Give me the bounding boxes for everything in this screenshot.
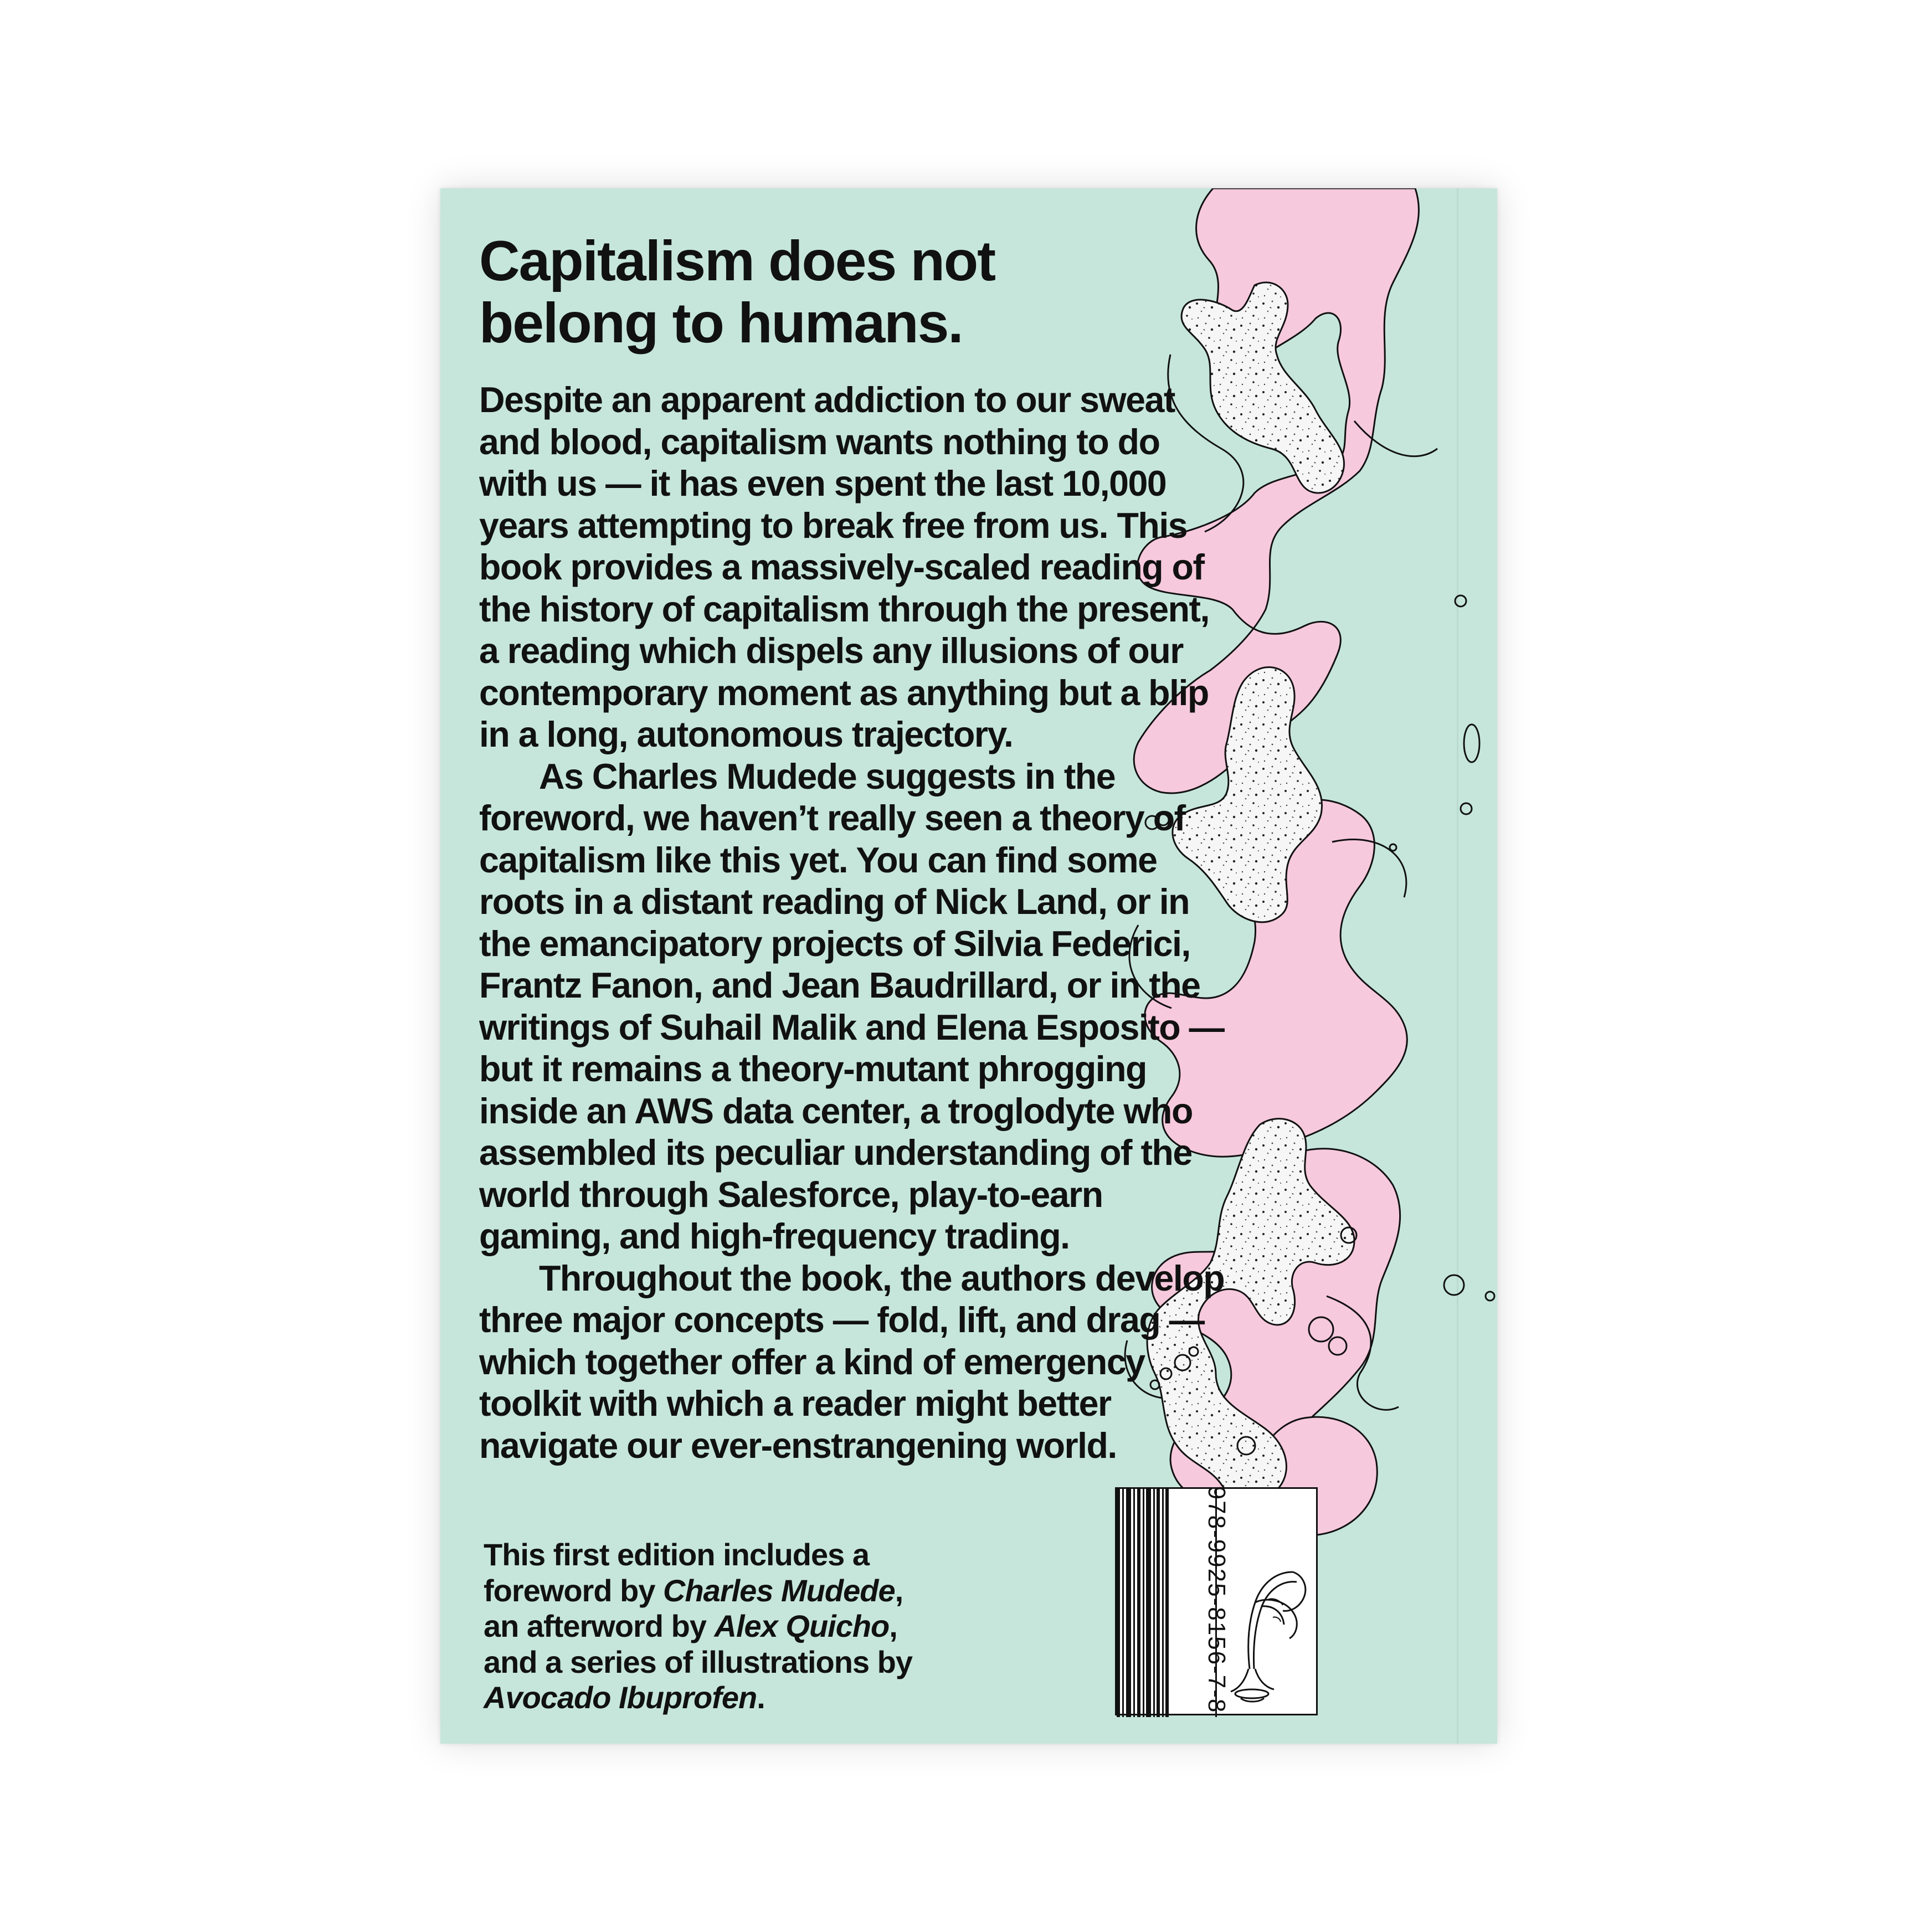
text-line: roots in a distant reading of Nick Land, or in xyxy=(479,882,1190,922)
text-line: years attempting to break free from us. This xyxy=(479,505,1188,546)
text-line: but it remains a theory-mutant phrogging xyxy=(479,1049,1147,1089)
text-line: inside an AWS data center, a troglodyte who xyxy=(479,1091,1193,1131)
fountain-splash-icon xyxy=(1231,1572,1306,1702)
text-line: the history of capitalism through the present, xyxy=(479,589,1209,629)
text-line: the emancipatory projects of Silvia Federici, xyxy=(479,923,1190,964)
edition-line-2 xyxy=(484,1573,1037,1609)
text-line: a reading which dispels any illusions of our xyxy=(479,631,1183,671)
headline-line-2: belong to humans. xyxy=(479,291,963,354)
foreword-author: Charles Mudede xyxy=(663,1573,895,1608)
text-line: with us — it has even spent the last 10,000 xyxy=(479,464,1167,503)
book-back-cover xyxy=(440,188,1497,1744)
text-line: As Charles Mudede suggests in the xyxy=(539,756,1116,797)
text-line: foreword, we haven’t really seen a theory of xyxy=(479,798,1185,838)
headline-line-1: Capitalism does not xyxy=(479,229,995,292)
illustrator: Avocado Ibuprofen xyxy=(484,1680,757,1715)
text-line: book provides a massively-scaled reading of xyxy=(479,547,1204,587)
text-line: gaming, and high-frequency trading. xyxy=(479,1216,1070,1256)
text-line: assembled its peculiar understanding of the xyxy=(479,1133,1192,1173)
edition-line-1: This first edition includes a xyxy=(484,1537,869,1572)
text-line: which together offer a kind of emergency xyxy=(479,1342,1145,1382)
text-line: Throughout the book, the authors develop xyxy=(539,1258,1225,1298)
text-line: Frantz Fanon, and Jean Baudrillard, or in the xyxy=(479,965,1200,1005)
text-line: in a long, autonomous trajectory. xyxy=(479,715,1013,754)
edition-text: , xyxy=(889,1609,897,1643)
edition-text: . xyxy=(757,1680,765,1715)
edition-text: an afterword by xyxy=(484,1609,715,1643)
edition-text: , xyxy=(895,1573,903,1608)
paragraph-2 xyxy=(479,756,1277,1258)
text-line: and blood, capitalism wants nothing to do xyxy=(479,422,1160,462)
blurb-text xyxy=(479,379,1277,1467)
spine-fold xyxy=(1457,188,1458,1744)
text-line: three major concepts — fold, lift, and drag — xyxy=(479,1300,1204,1340)
edition-line-4: and a series of illustrations by xyxy=(484,1644,913,1679)
text-line: Despite an apparent addiction to our sweat xyxy=(479,380,1175,420)
barcode-bars xyxy=(1117,1489,1169,1717)
isbn-number: 978-9925-8156-7-8 xyxy=(1203,1486,1230,1714)
edition-credits xyxy=(484,1537,1037,1716)
edition-text: foreword by xyxy=(484,1573,664,1608)
paragraph-3 xyxy=(479,1258,1277,1467)
text-line: writings of Suhail Malik and Elena Esposito — xyxy=(479,1007,1224,1047)
edition-line-3 xyxy=(484,1609,1037,1645)
edition-line-5 xyxy=(484,1680,1037,1716)
text-line: contemporary moment as anything but a blip xyxy=(479,672,1209,713)
headline xyxy=(479,230,1199,354)
text-line: capitalism like this yet. You can find some xyxy=(479,840,1157,880)
text-line: navigate our ever-enstrangening world. xyxy=(479,1425,1117,1466)
paragraph-1 xyxy=(479,379,1277,756)
text-line: toolkit with which a reader might better xyxy=(479,1384,1111,1424)
afterword-author: Alex Quicho xyxy=(714,1609,890,1643)
text-line: world through Salesforce, play-to-earn xyxy=(479,1174,1103,1215)
